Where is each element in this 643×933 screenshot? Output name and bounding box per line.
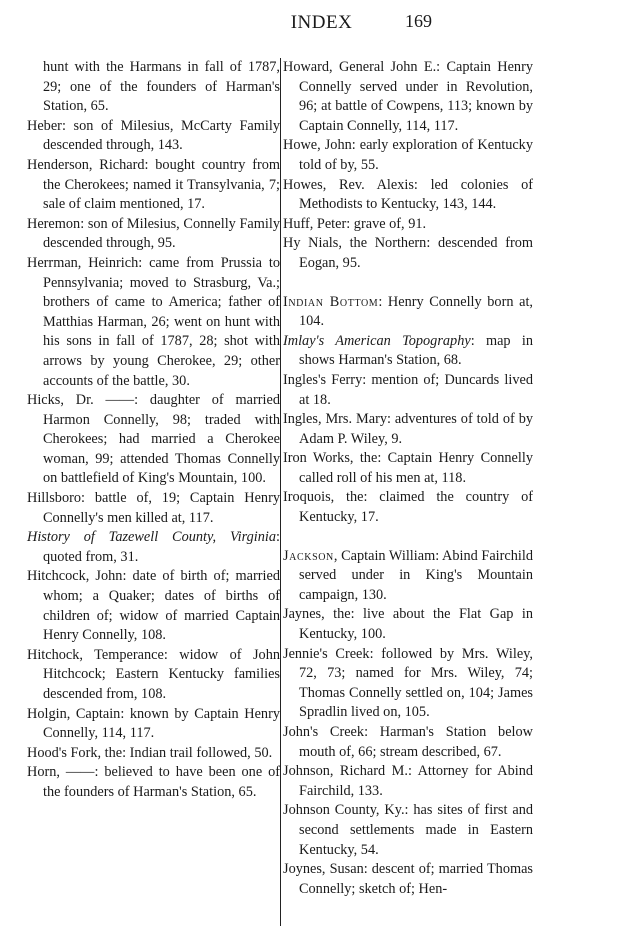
index-entry [283, 801, 533, 860]
index-entry-text: : bought country from the Cherokees; named it Transylvania, 7; sale of claim mentioned, 17. [43, 156, 281, 213]
index-entry [283, 136, 533, 175]
index-entry-text: : son of Milesius, Connelly Family descended through, 95. [43, 215, 280, 252]
index-entry-text: : battle of, 19; Captain Henry Connelly's men killed at, 117. [43, 490, 280, 526]
index-entry-text: , Captain William: Abind Fairchild served under in King's Mountain campaign, 130. [299, 547, 533, 603]
index-column-right [283, 58, 533, 899]
index-entry [27, 254, 280, 391]
index-entry [27, 744, 280, 764]
index-entry [283, 645, 533, 723]
index-entry-heading: Ingles, Mrs. Mary [283, 411, 387, 428]
index-entry [27, 215, 280, 254]
index-entry-text: : son of Milesius, McCarty Family descended through, 143. [43, 117, 280, 154]
page-title: INDEX [290, 12, 353, 33]
index-entry-text: : claimed the country of Kentucky, 17. [299, 489, 533, 526]
index-entry [283, 176, 533, 215]
index-entry-text: : known by Captain Henry Connelly, 114, 117. [43, 705, 280, 742]
index-entry-text: : has sites of first and second settlements made in Eastern Kentucky, 54. [299, 802, 533, 858]
index-entry [27, 117, 280, 156]
index-entry-heading: Indian Bottom [283, 293, 379, 310]
index-entry-heading: Johnson, Richard M. [283, 763, 408, 780]
index-entry-heading: John's Creek [283, 724, 365, 740]
index-entry-heading: Jaynes, the [283, 606, 351, 623]
index-entry-text: : date of birth of; married whom; a Quaker; dates of births of children of; widow of married Captain Henry Connelly, 108. [43, 568, 280, 644]
index-entry [283, 762, 533, 801]
index-entry-heading: Hitchcock, John [27, 568, 123, 585]
index-entry-heading: Ingles's Ferry [283, 371, 363, 388]
index-entry-heading: Jennie's Creek [283, 645, 370, 662]
index-entry [283, 449, 533, 488]
index-entry-heading: Hillsboro [27, 490, 82, 507]
index-entry-text: : daughter of married Harmon Connelly, 98; traded with Cherokees; had married a Cherokee woman, 99; attended Thomas Connelly on battlefield of King's Mountain, 100. [43, 392, 280, 487]
index-entry [27, 528, 280, 567]
index-entry-heading: Joynes, Susan [283, 861, 364, 878]
page-number: 169 [405, 11, 432, 31]
index-entry-heading: History of Tazewell County, Virginia [27, 529, 277, 546]
index-entry-text: : led colonies of Methodists to Kentucky, 143, 144. [299, 176, 533, 213]
index-column-left [27, 58, 280, 803]
index-entry [27, 705, 280, 744]
index-entry [283, 215, 533, 235]
index-entry [283, 605, 533, 644]
index-entry-text: : live about the Flat Gap in Kentucky, 100. [299, 606, 533, 643]
index-entry [283, 860, 533, 899]
index-entry-heading: Howe, John [283, 137, 352, 154]
index-entry-text: : widow of John Hitchcock; Eastern Kentucky families descended from, 108. [43, 646, 280, 702]
index-entry-text: : descended from Eogan, 95. [299, 235, 534, 271]
index-entry [283, 58, 533, 136]
index-entry [283, 488, 533, 527]
index-entry [283, 723, 533, 762]
index-entry-heading: Huff, Peter [283, 215, 347, 232]
index-entry-heading: Johnson County, Ky. [283, 802, 405, 819]
index-entry-text: hunt with the Harmans in fall of 1787, 29; one of the founders of Harman's Station, 65. [43, 59, 280, 115]
index-entry-text: : early exploration of Kentucky told of by, 55. [299, 137, 533, 173]
index-entry [283, 332, 533, 371]
index-entry [27, 763, 280, 802]
index-entry-heading: Holgin, Captain [27, 705, 121, 722]
index-entry-heading: Iroquois, the [283, 489, 364, 506]
index-entry-heading: Heber [27, 117, 62, 134]
index-entry-text: : Captain Henry Connelly called roll of his men at, 118. [299, 450, 533, 486]
index-entry-heading: Hy Nials, the Northern [283, 235, 427, 252]
index-entry [27, 391, 280, 489]
index-entry-heading: Henderson, Richard [27, 156, 145, 173]
index-entry-text: : Henry Connelly born at, 104. [299, 293, 534, 330]
index-entry [283, 410, 533, 449]
index-entry-text: : quoted from, 31. [43, 529, 280, 565]
index-entry-text: : descent of; married Thomas Connelly; sketch of; Hen- [299, 861, 533, 897]
index-entry-text: : map in shows Harman's Station, 68. [299, 332, 533, 369]
index-entry [283, 293, 533, 332]
index-entry-text: : Indian trail followed, 50. [122, 744, 273, 761]
index-entry-heading: Iron Works, the [283, 450, 378, 467]
index-entry [283, 234, 533, 273]
index-entry-heading: Hicks, Dr. —— [27, 392, 135, 409]
index-entry-text: : mention of; Duncards lived at 18. [299, 371, 533, 408]
index-entry-text: : grave of, 91. [346, 215, 427, 232]
index-entry-text: : Attorney for Abind Fairchild, 133. [299, 763, 533, 799]
index-entry [283, 547, 533, 606]
index-entry-heading: Hood's Fork, the [27, 744, 123, 761]
index-entry [27, 58, 280, 117]
index-entry-heading: Horn, —— [27, 764, 95, 781]
index-entry [283, 371, 533, 410]
index-entry-heading: Herrman, Heinrich [27, 254, 139, 271]
index-entry-text: : believed to have been one of the founders of Harman's Station, 65. [43, 764, 280, 800]
index-entry-text: : Harman's Station below mouth of, 66; stream described, 67. [299, 724, 533, 760]
index-entry-text: : came from Prussia to Pennsylvania; moved to Strasburg, Va.; brothers of came to America; father of Matthias Harman, 26; went on hunt with his sons in fall of 1787, 28; shot with arrows by young Cherokee, 29; other accounts of the battle, 30. [43, 254, 280, 389]
index-entry-text: : Captain Henry Connelly served under in Revolution, 96; at battle of Cowpens, 113; known by Captain Connelly, 114, 117. [299, 59, 533, 134]
index-entry-text: : followed by Mrs. Wiley, 72, 73; named for Mrs. Wiley, 74; Thomas Connelly settled on, 104; James Spradlin lived on, 105. [299, 645, 534, 721]
index-entry-heading: Howard, General John E. [283, 59, 437, 75]
column-divider [280, 58, 281, 926]
index-entry-heading: Jackson [283, 547, 334, 564]
index-entry-heading: Imlay's American Topography [283, 332, 471, 349]
index-entry-text: : adventures of told of by Adam P. Wiley, 9. [299, 411, 533, 447]
index-entry [27, 156, 280, 215]
index-entry [27, 646, 280, 705]
index-entry [27, 489, 280, 528]
index-entry-heading: Howes, Rev. Alexis [283, 176, 414, 193]
index-entry-heading: Hitchock, Temperance [27, 646, 164, 663]
index-entry [27, 567, 280, 645]
index-entry-heading: Heremon [27, 215, 81, 232]
